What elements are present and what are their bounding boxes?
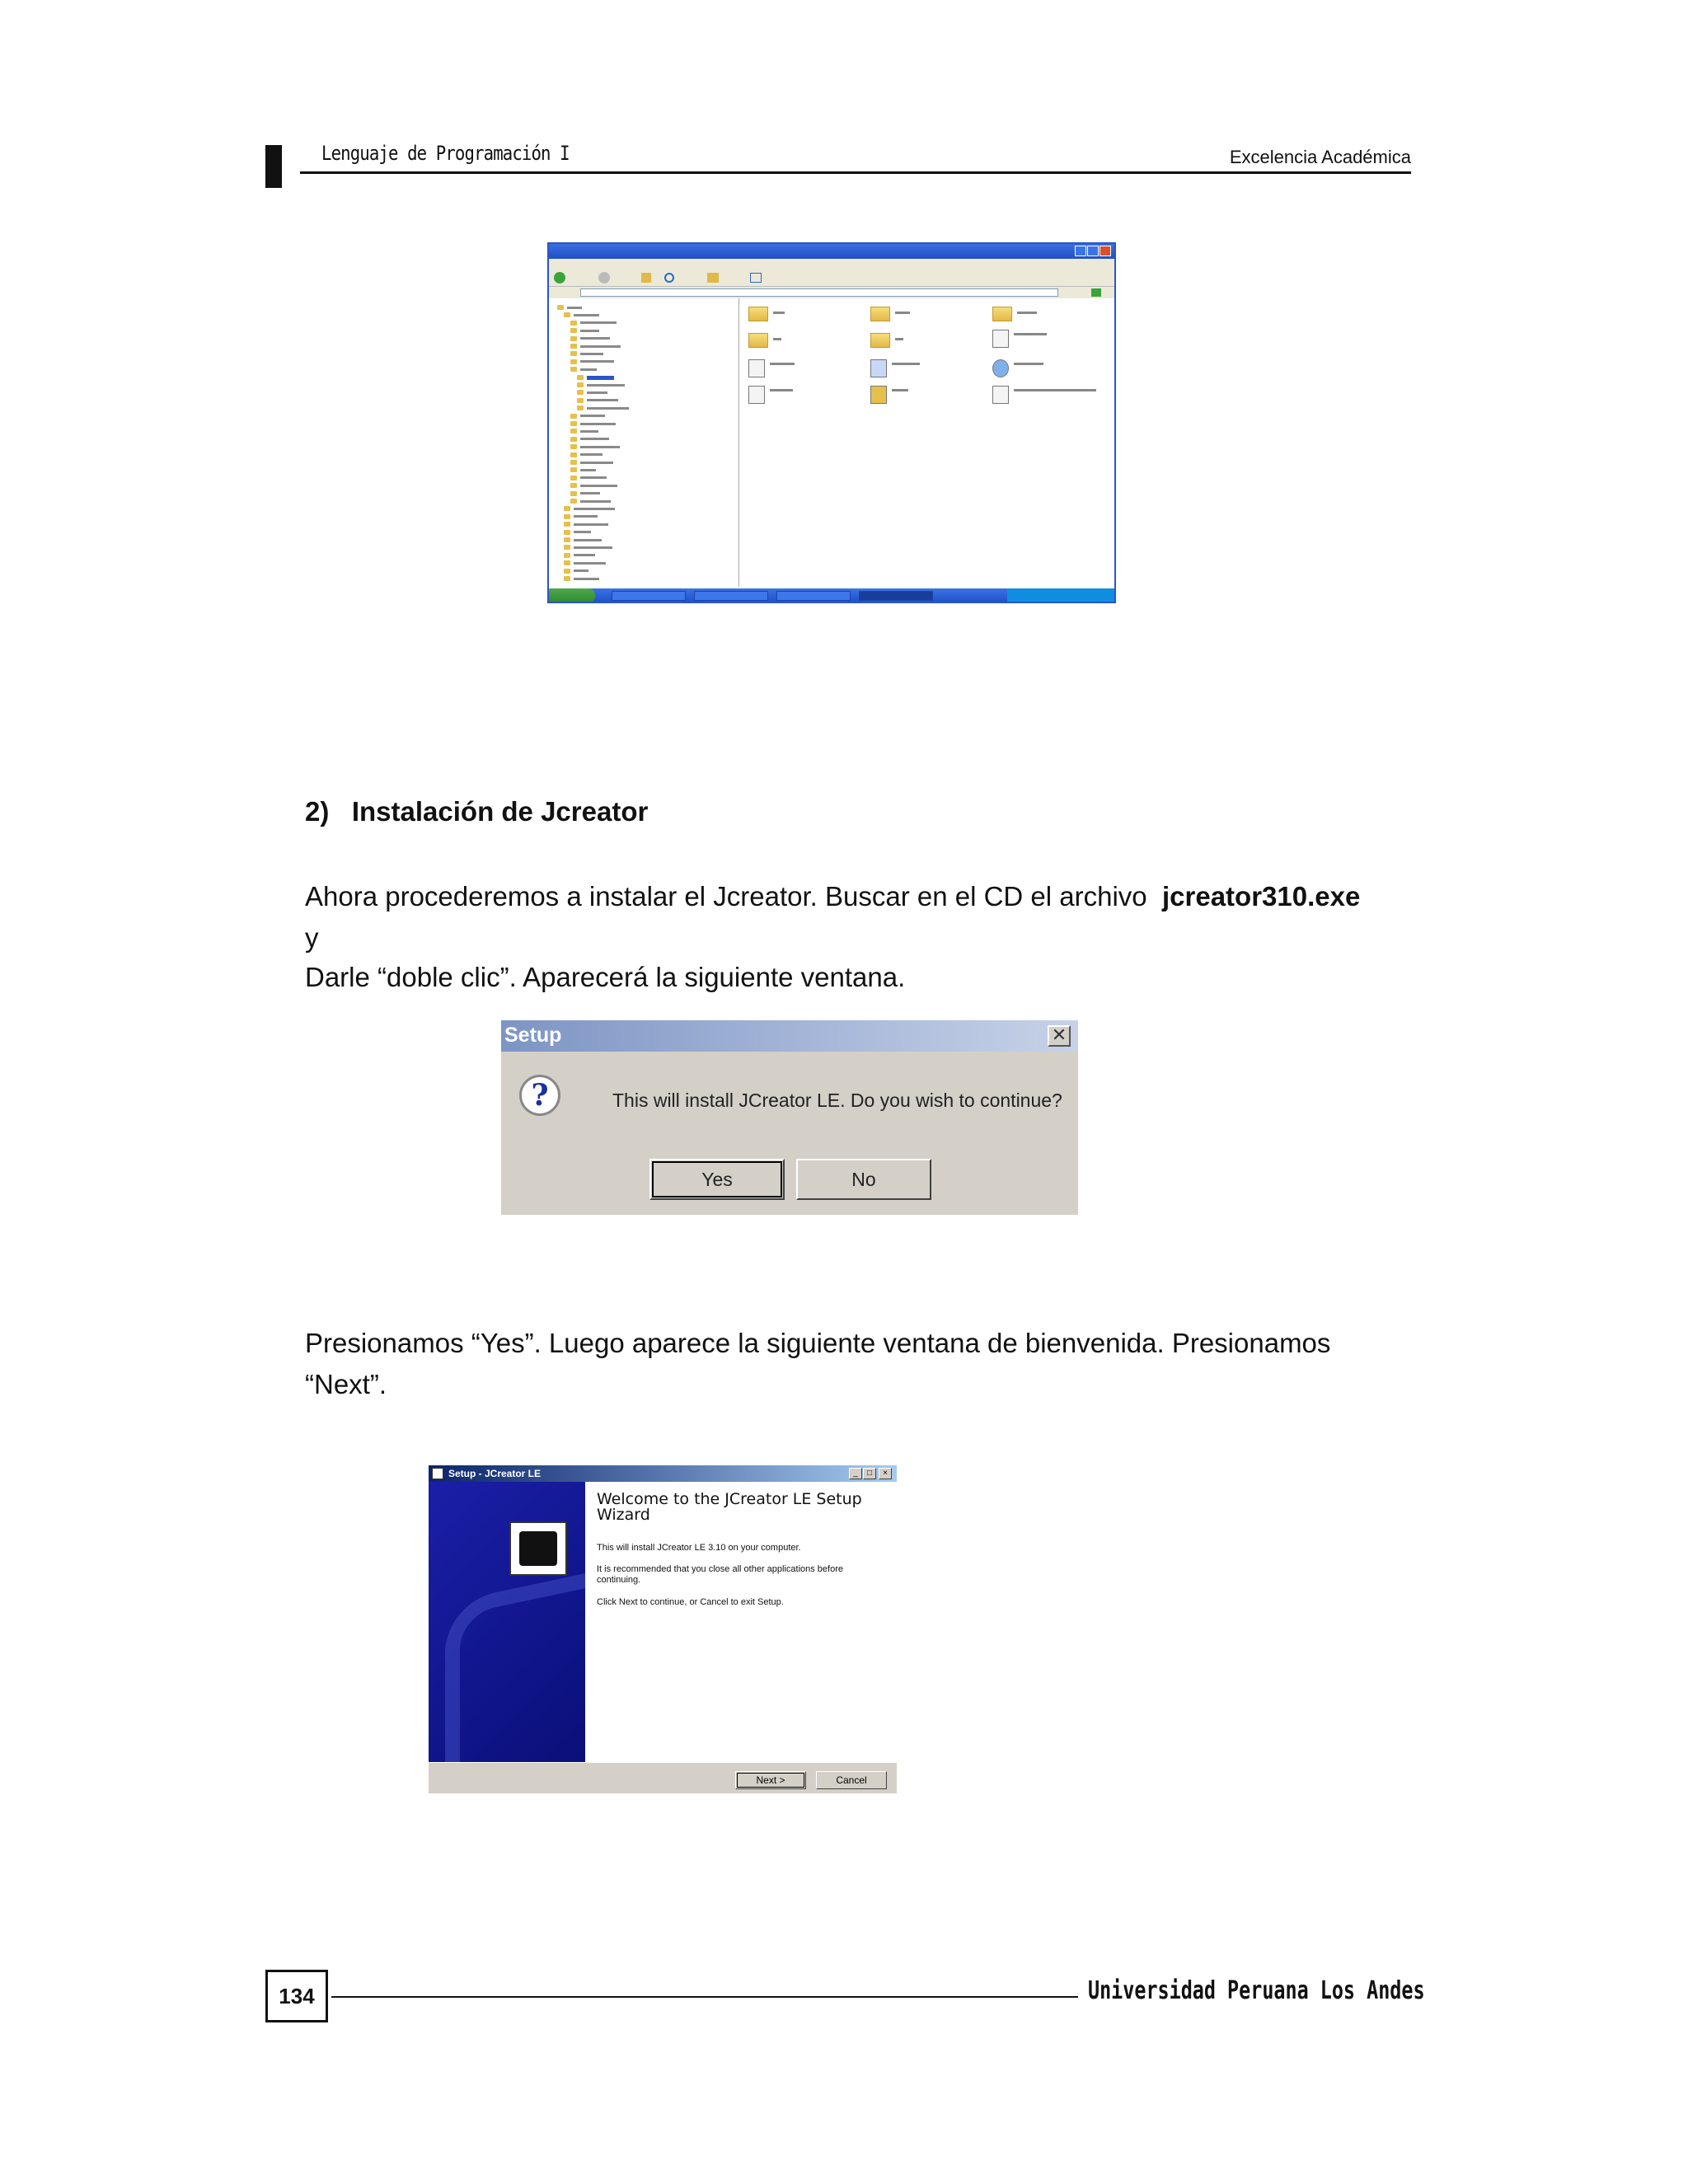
yes-button[interactable]: Yes: [649, 1159, 785, 1200]
minimize-icon[interactable]: _: [849, 1468, 862, 1479]
setup-dialog-title: Setup: [504, 1024, 562, 1047]
close-icon[interactable]: ×: [879, 1468, 892, 1479]
folder-icon: [570, 367, 577, 372]
folder-icon: [577, 375, 584, 380]
close-icon: [1100, 246, 1111, 256]
folder-icon: [564, 530, 570, 535]
folder-icon: [870, 333, 890, 348]
setup-dialog-titlebar: [501, 1020, 1078, 1052]
paragraph-1-text: Ahora procederemos a instalar el Jcreator. Buscar en el CD el archivo: [305, 881, 1162, 912]
next-button[interactable]: Next >: [735, 1771, 806, 1789]
paragraph-1-line-3: Darle “doble clic”. Aparecerá la siguiente ventana.: [305, 962, 906, 992]
explorer-address-bar: [549, 287, 1114, 298]
folder-icon: [564, 506, 570, 511]
folder-icon: [577, 382, 584, 387]
cancel-button[interactable]: Cancel: [816, 1771, 887, 1789]
wizard-side-banner: [429, 1482, 585, 1762]
page-number: 134: [265, 1970, 328, 2022]
file-icon: [870, 359, 887, 377]
setup-wizard-window: [429, 1465, 897, 1793]
question-icon: ?: [519, 1075, 560, 1116]
close-icon[interactable]: ✕: [1048, 1025, 1071, 1047]
html-file-icon: [992, 359, 1009, 377]
folder-icon: [564, 545, 570, 550]
setup-app-icon: [432, 1468, 443, 1479]
folder-icon: [564, 514, 570, 519]
system-tray: [1007, 588, 1114, 603]
setup-dialog-message: This will install JCreator LE. Do you wish to continue?: [612, 1090, 1062, 1111]
go-icon: [1091, 288, 1101, 297]
explorer-screenshot: [547, 242, 1116, 603]
folder-icon: [564, 537, 570, 542]
folder-icon: [564, 569, 570, 574]
folder-icon: [992, 307, 1012, 321]
folder-icon: [570, 476, 577, 480]
header-rule: [300, 171, 1411, 174]
folder-icon: [570, 344, 577, 349]
wizard-text-3: Click Next to continue, or Cancel to exit Setup.: [597, 1597, 784, 1607]
folder-icon: [577, 390, 584, 395]
filename-bold: jcreator310.exe: [1161, 881, 1361, 912]
explorer-titlebar: [549, 244, 1114, 259]
folder-icon: [557, 305, 564, 310]
folder-icon: [570, 499, 577, 504]
folder-icon: [748, 333, 768, 348]
paragraph-1-line-2: y: [305, 922, 319, 953]
jcreator-logo-icon: [509, 1521, 567, 1576]
up-folder-icon: [641, 273, 651, 283]
file-icon: [992, 330, 1009, 348]
folder-icon: [570, 429, 577, 434]
folder-icon: [570, 460, 577, 465]
section-heading: 2) Instalación de Jcreator: [305, 796, 649, 827]
file-icon: [992, 386, 1009, 404]
folder-icon: [570, 483, 577, 488]
views-icon: [750, 273, 762, 283]
wizard-text-2: It is recommended that you close all other applications before continuing.: [597, 1564, 843, 1585]
folder-icon: [870, 307, 890, 321]
maximize-icon[interactable]: □: [863, 1468, 876, 1479]
explorer-folder-tree: [549, 298, 739, 587]
wizard-heading: Welcome to the JCreator LE Setup Wizard: [597, 1490, 862, 1524]
folder-icon: [570, 359, 577, 364]
explorer-file-list: [740, 298, 1111, 587]
folder-icon: [570, 444, 577, 449]
minimize-icon: [1075, 246, 1086, 256]
folder-icon: [564, 560, 570, 565]
folder-icon: [748, 307, 768, 321]
header-tagline: Excelencia Académica: [1229, 147, 1411, 167]
maximize-icon: [1087, 246, 1099, 256]
folder-icon: [570, 467, 577, 472]
file-icon: [748, 386, 765, 404]
header-course-title: Lenguaje de Programación I: [321, 142, 570, 165]
explorer-taskbar: [549, 588, 1114, 603]
folder-icon: [570, 452, 577, 457]
folder-icon: [564, 522, 570, 527]
folder-icon: [570, 491, 577, 496]
folder-icon: [564, 553, 570, 558]
folder-icon: [564, 312, 570, 317]
folder-icon: [577, 398, 584, 403]
explorer-menubar: [549, 259, 1114, 269]
folder-icon: [570, 421, 577, 426]
wizard-footer: [429, 1762, 897, 1793]
paragraph-2-line-2: “Next”.: [305, 1369, 387, 1399]
start-button-icon: [549, 588, 595, 603]
explorer-toolbar: [549, 269, 1114, 287]
file-icon: [748, 359, 765, 377]
no-button[interactable]: No: [796, 1159, 931, 1200]
folder-icon: [570, 437, 577, 442]
footer-rule: [331, 1996, 1078, 1998]
zip-file-icon: [870, 386, 887, 404]
wizard-content: [585, 1482, 897, 1762]
folders-icon: [707, 273, 719, 283]
folder-icon: [577, 405, 584, 410]
header-marker: [265, 145, 282, 188]
folder-icon: [564, 576, 570, 581]
folder-icon: [570, 321, 577, 326]
back-icon: [554, 272, 565, 284]
search-icon: [664, 273, 674, 283]
folder-icon: [570, 328, 577, 333]
paragraph-2-line-1: Presionamos “Yes”. Luego aparece la siguiente ventana de bienvenida. Presionamos: [305, 1328, 1331, 1358]
wizard-titlebar: [429, 1465, 897, 1482]
wizard-title: Setup - JCreator LE: [448, 1468, 542, 1479]
folder-icon: [570, 336, 577, 341]
folder-icon: [570, 414, 577, 419]
paragraph-1-line-1: [305, 880, 1360, 913]
folder-icon: [570, 351, 577, 356]
footer-university: Universidad Peruana Los Andes: [1088, 1976, 1425, 2005]
wizard-text-1: This will install JCreator LE 3.10 on your computer.: [597, 1543, 801, 1553]
setup-dialog: [501, 1020, 1078, 1215]
forward-icon: [598, 272, 610, 284]
